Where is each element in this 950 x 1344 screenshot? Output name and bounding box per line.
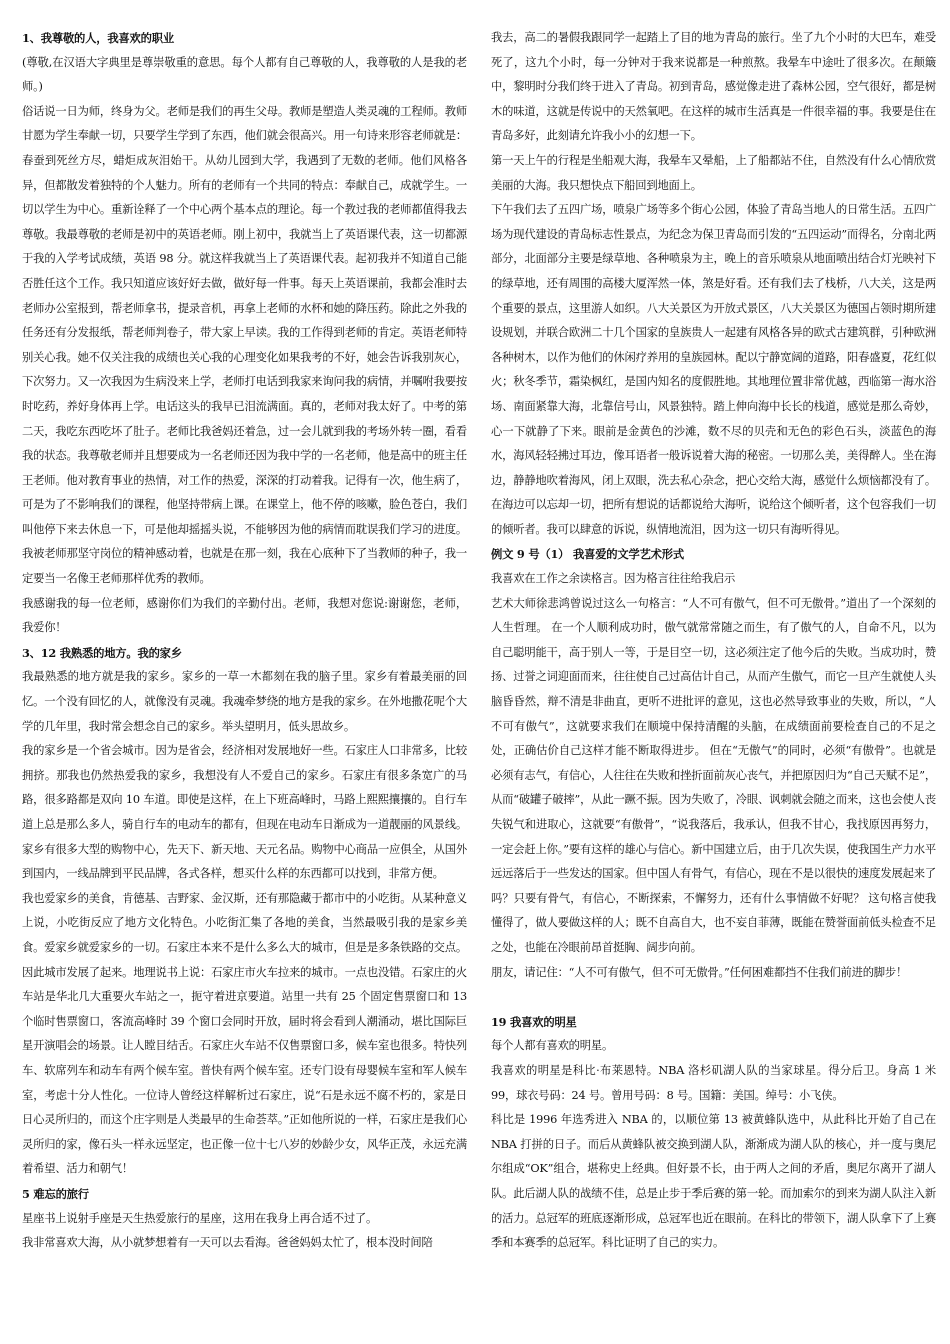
paragraph: 朋友，请记住：“人不可有傲气，但不可无傲骨。”任何困难都挡不住我们前进的脚步！ [491,965,908,979]
paragraph: 我也爱家乡的美食，肯德基、吉野家、金汉斯，还有那隐藏于都市中的小吃街。从某种意义上说，小吃街反应了地方文化特色。小吃街汇集了各地的美食，当然最吸引我的是家乡美食。爱家乡就爱家乡的一切。石家庄本来不是什么多么大的城市，但是是多条铁路的交点。因此城市发展了起来。地理说书上说：石家庄市火车拉来的城市。一点也没错。石家庄的火车站是华北几大重要火车站之一，扼守着进京要道。站里一共有 25 个固定售票窗口和 13 个临时售票窗口，客流高峰时 39 个窗口会同时开放，届时将会看到人潮涌动，堪比国际巨星开演唱会的场景。让人瞠目结舌。石家庄火车站不仅售票窗口多，候车室也很多。特快列车、软席列车和动车有两个候车室。普快有两个候车室。还专门设有母婴候车室和军人候车室，考虑十分人性化。一位诗人曾经这样解析过石家庄，说“石是永远不腐不朽的，家是日日心灵所归的，而这个庄字则是人类最早的生命荟萃。”正如他所说的一样，石家庄是我们心灵所归的家，像石头一样永远坚定，也正像一位十七八岁的妙龄少女，风华正茂，永远充满着希望、活力和朝气！ [22,891,467,1176]
paragraph: 下午我们去了五四广场，喷泉广场等多个街心公园，体验了青岛当地人的日常生活。五四广场为现代建设的青岛标志性景点，为纪念为保卫青岛而引发的“五四运动”而得名，分南北两部分，北面部分主要是绿草地、各种喷泉为主，晚上的音乐喷泉从地面喷出结合灯光映衬下的绿草地，还有周围的高楼大厦浑然一体，煞是好看。还有我们去了栈桥，八大关，这是两个重要的景点，这里游人如织。八大关景区为开放式景区，八大关景区为德国占领时期所建设规划，并联合欧洲二十几个国家的皇族贵人一起建有风格各异的欧式古建筑群，引种欧洲各种树木，以作为他们的休闲疗养用的皇族园林。配以宁静宽阔的道路，阳春盛夏，花红似火；秋冬季节，霜染枫红，是国内知名的度假胜地。其地理位置非常优越，西临第一海水浴场、南面紧靠大海，北靠信号山，风景独特。踏上伸向海中长长的栈道，感觉是那么奇妙，心一下就静了下来。眼前是金黄色的沙滩，数不尽的贝壳和无色的彩色石头，淡蓝色的海水，海风轻轻拂过耳边，像耳语者一般诉说着大海的秘密。一切那么美，美得醉人。坐在海边，静静地吹着海风，闭上双眼，洗去私心杂念，把心交给大海，感觉什么烦恼都没有了。在海边可以忘却一切，把所有想说的话都说给大海听，说给这个倾听者，这个包容我们一切的倾听者。我可以肆意的诉说，纵情地流泪，因为这一切只有海听得见。 [491,203,936,536]
right-column [491,26,936,1256]
section-heading: 5 难忘的旅行 [22,1186,89,1201]
paragraph: 每个人都有喜欢的明星。 [491,1039,614,1053]
paragraph: 我去，高二的暑假我跟同学一起踏上了目的地为青岛的旅行。坐了九个小时的大巴车，难受死了，这九个小时，每一分钟对于我来说都是一种煎熬。我晕车中途吐了很多次。在颠簸中，黎明时分我们终于进入了青岛。初到青岛，感觉像走进了森林公园，空气很好，都是树木的味道，这就是传说中的天然氧吧。在这样的城市生活真是一件很幸福的事。我要是住在青岛多好，此刻请允许我小小的幻想一下。 [491,31,936,143]
paragraph: 我喜欢的明星是科比·布莱恩特。NBA 洛杉矶湖人队的当家球星。得分后卫。身高 1 米 99，球衣号码：24 号。曾用号码：8 号。国籍：美国。绰号：小飞侠。 [491,1063,936,1102]
paragraph: 俗话说一日为师，终身为父。老师是我们的再生父母。教师是塑造人类灵魂的工程师。教师甘愿为学生奉献一切，只要学生学到了东西，他们就会很高兴。用一句诗来形容老师就是：春蚕到死丝方尽，蜡炬成灰泪始干。从幼儿园到大学，我遇到了无数的老师。他们风格各异，但都散发着独特的个人魅力。所有的老师有一个共同的特点：奉献自己，成就学生。一切以学生为中心。重新诠释了一个中心两个基本点的理论。每一个教过我的老师都值得我去尊敬。我最尊敬的老师是初中的英语老师。刚上初中，我就当上了英语课代表，这一切都源于我的入学考试成绩，英语 98 分。就这样我就当上了英语课代表。起初我并不知道自己能否胜任这个工作。我只知道应该好好去做，做好每一件事。每天上英语课前，我都会准时去老师办公室报到，帮老师拿书，提录音机，再拿上老师的水杯和她的降压药。除此之外我的任务还有分发报纸，帮老师判卷子，带大家上早读。我的工作得到老师的肯定。英语老师特别关心我。她不仅关注我的成绩也关心我的心理变化如果我考的不好，她会告诉我别灰心，下次努力。又一次我因为生病没来上学，老师打电话到我家来询问我的病情，并嘱咐我要按时吃药，养好身体再上学。电话这头的我早已泪流满面。真的，老师对我太好了。中考的第二天，我吃东西吃坏了肚子。老师比我爸妈还着急，过一会儿就到我的考场外转一圈，看看我的状态。我尊敬老师并且想要成为一名老师还因为我中学的一名老师，他是高中的班主任王老师。他对教育事业的热情，对工作的热爱，深深的打动着我。记得有一次，他生病了，可是为了不影响我们的课程，他坚持带病上课。在课堂上，他不停的咳嗽，脸色苍白，我们叫他停下来去休息一下，可是他却摇摇头说，不能够因为他的病情而耽误我们学习的进度。我被老师那坚守岗位的精神感动着，也就是在那一刻，我在心底种下了当教师的种子，我一定要当一名像王老师那样优秀的教师。 [22,104,467,586]
left-column [22,26,467,1256]
section-heading: 例文 9 号（1） 我喜爱的文学艺术形式 [491,547,684,562]
section-heading: 3、12 我熟悉的地方。我的家乡 [22,645,182,660]
paragraph: 我感谢我的每一位老师，感谢你们为我们的辛勤付出。老师，我想对您说:谢谢您，老师，我爱你！ [22,596,467,635]
paragraph: 艺术大师徐悲鸿曾说过这么一句格言：“人不可有傲气，但不可无傲骨。”道出了一个深刻的人生哲理。 在一个人顺利成功时，傲气就常常随之而生，有了傲气的人，自命不凡，以为自己聪明能干，高于别人一等，于是目空一切，这必须注定了他今后的失败。当成功时，赞扬、过誉之词迎面而来，往往使自己过高估计自己，从而产生傲气，而它一旦产生就使人头脑昏昏然，辩不清是非曲直，更听不进批评的意见，这也必然导致事业的失败，所以，“人不可有傲气”，这就要求我们在顺境中保持清醒的头脑，在成绩面前要检查自己的不足之处，正确估价自己这样才能不断取得进步。 但在“无傲气”的同时，必须“有傲骨”。也就是必须有志气，有信心，人往往在失败和挫折面前灰心丧气，并把原因归为“自己天赋不足”，从而“破罐子破摔”，从此一蹶不振。因为失败了，冷眼、讽刺就会随之而来，这也会使人丧失锐气和进取心，这就要“有傲骨”，“说我落后，我承认，但我不甘心，我找原因再努力，一定会赶上你。”要有这样的雄心与信心。新中国建立后，由于几次失误，使我国生产力水平远远落后于一些发达的国家。但中国人有骨气，有信心，现在不是以很快的速度发展起来了吗？只要有骨气，有信心，不断探索，不懈努力，还有什么事情做不好呢？ 这句格言使我懂得了，做人要做这样的人；既不自高自大，也不妄自菲薄，既能在赞誉面前低头检查不足之处，也能在冷眼前昂首挺胸、阔步向前。 [491,596,936,954]
section-heading: 1、我尊敬的人，我喜欢的职业 [22,31,174,45]
paragraph: 我最熟悉的地方就是我的家乡。家乡的一草一木都刻在我的脑子里。家乡有着最美丽的回忆。一个没有回忆的人，就像没有灵魂。我魂牵梦绕的地方是我的家乡。在外地撒花呢个大学的几年里，我时常会想念自己的家乡。举头望明月，低头思故乡。 [22,670,467,733]
blank-line [491,985,936,1010]
paragraph: 我的家乡是一个省会城市。因为是省会，经济相对发展地好一些。石家庄人口非常多，比较拥挤。那我也仍然热爱我的家乡，我想没有人不爱自己的家乡。石家庄有很多条宽广的马路，很多路都是双向 10 车道。即使是这样，在上下班高峰时，马路上熙熙攘攘的。自行车道上总是那么多人，骑自行车的电动车的都有，但现在电动车日渐成为一道靓丽的风景线。家乡有很多大型的购物中心，先天下、新天地、天元名品。购物中心商品一应俱全，从国外到国内，一线品牌到平民品牌，各式各样，想买什么样的东西都可以找到，非常方便。 [22,744,467,881]
paragraph: (尊敬,在汉语大字典里是尊崇敬重的意思。每个人都有自己尊敬的人，我尊敬的人是我的老师。) [22,55,467,94]
paragraph: 第一天上午的行程是坐船观大海，我晕车又晕船，上了船都站不住，自然没有什么心情欣赏美丽的大海。我只想快点下船回到地面上。 [491,153,936,192]
section-heading: 19 我喜欢的明星 [491,1014,577,1029]
paragraph: 我喜欢在工作之余读格言。因为格言往往给我启示 [491,572,736,586]
paragraph: 我非常喜欢大海，从小就梦想着有一天可以去看海。爸爸妈妈太忙了，根本没时间陪 [22,1236,433,1250]
paragraph: 科比是 1996 年选秀进入 NBA 的，以顺位第 13 被黄蜂队选中，从此科比开始了自己在 NBA 打拼的日子。而后从黄蜂队被交换到湖人队，渐渐成为湖人队的核心，并一度与奥尼尔组成“OK”组合，堪称史上经典。但好景不长，由于两人之间的矛盾，奥尼尔离开了湖人队。此后湖人队的战绩不佳，总是止步于季后赛的第一轮。而加索尔的到来为湖人队注入新的活力。总冠军的班底逐渐形成，总冠军也近在眼前。在科比的带领下，湖人队拿下了上赛季和本赛季的总冠军。科比证明了自己的实力。 [491,1113,936,1250]
paragraph: 星座书上说射手座是天生热爱旅行的星座，这用在我身上再合适不过了。 [22,1211,378,1225]
